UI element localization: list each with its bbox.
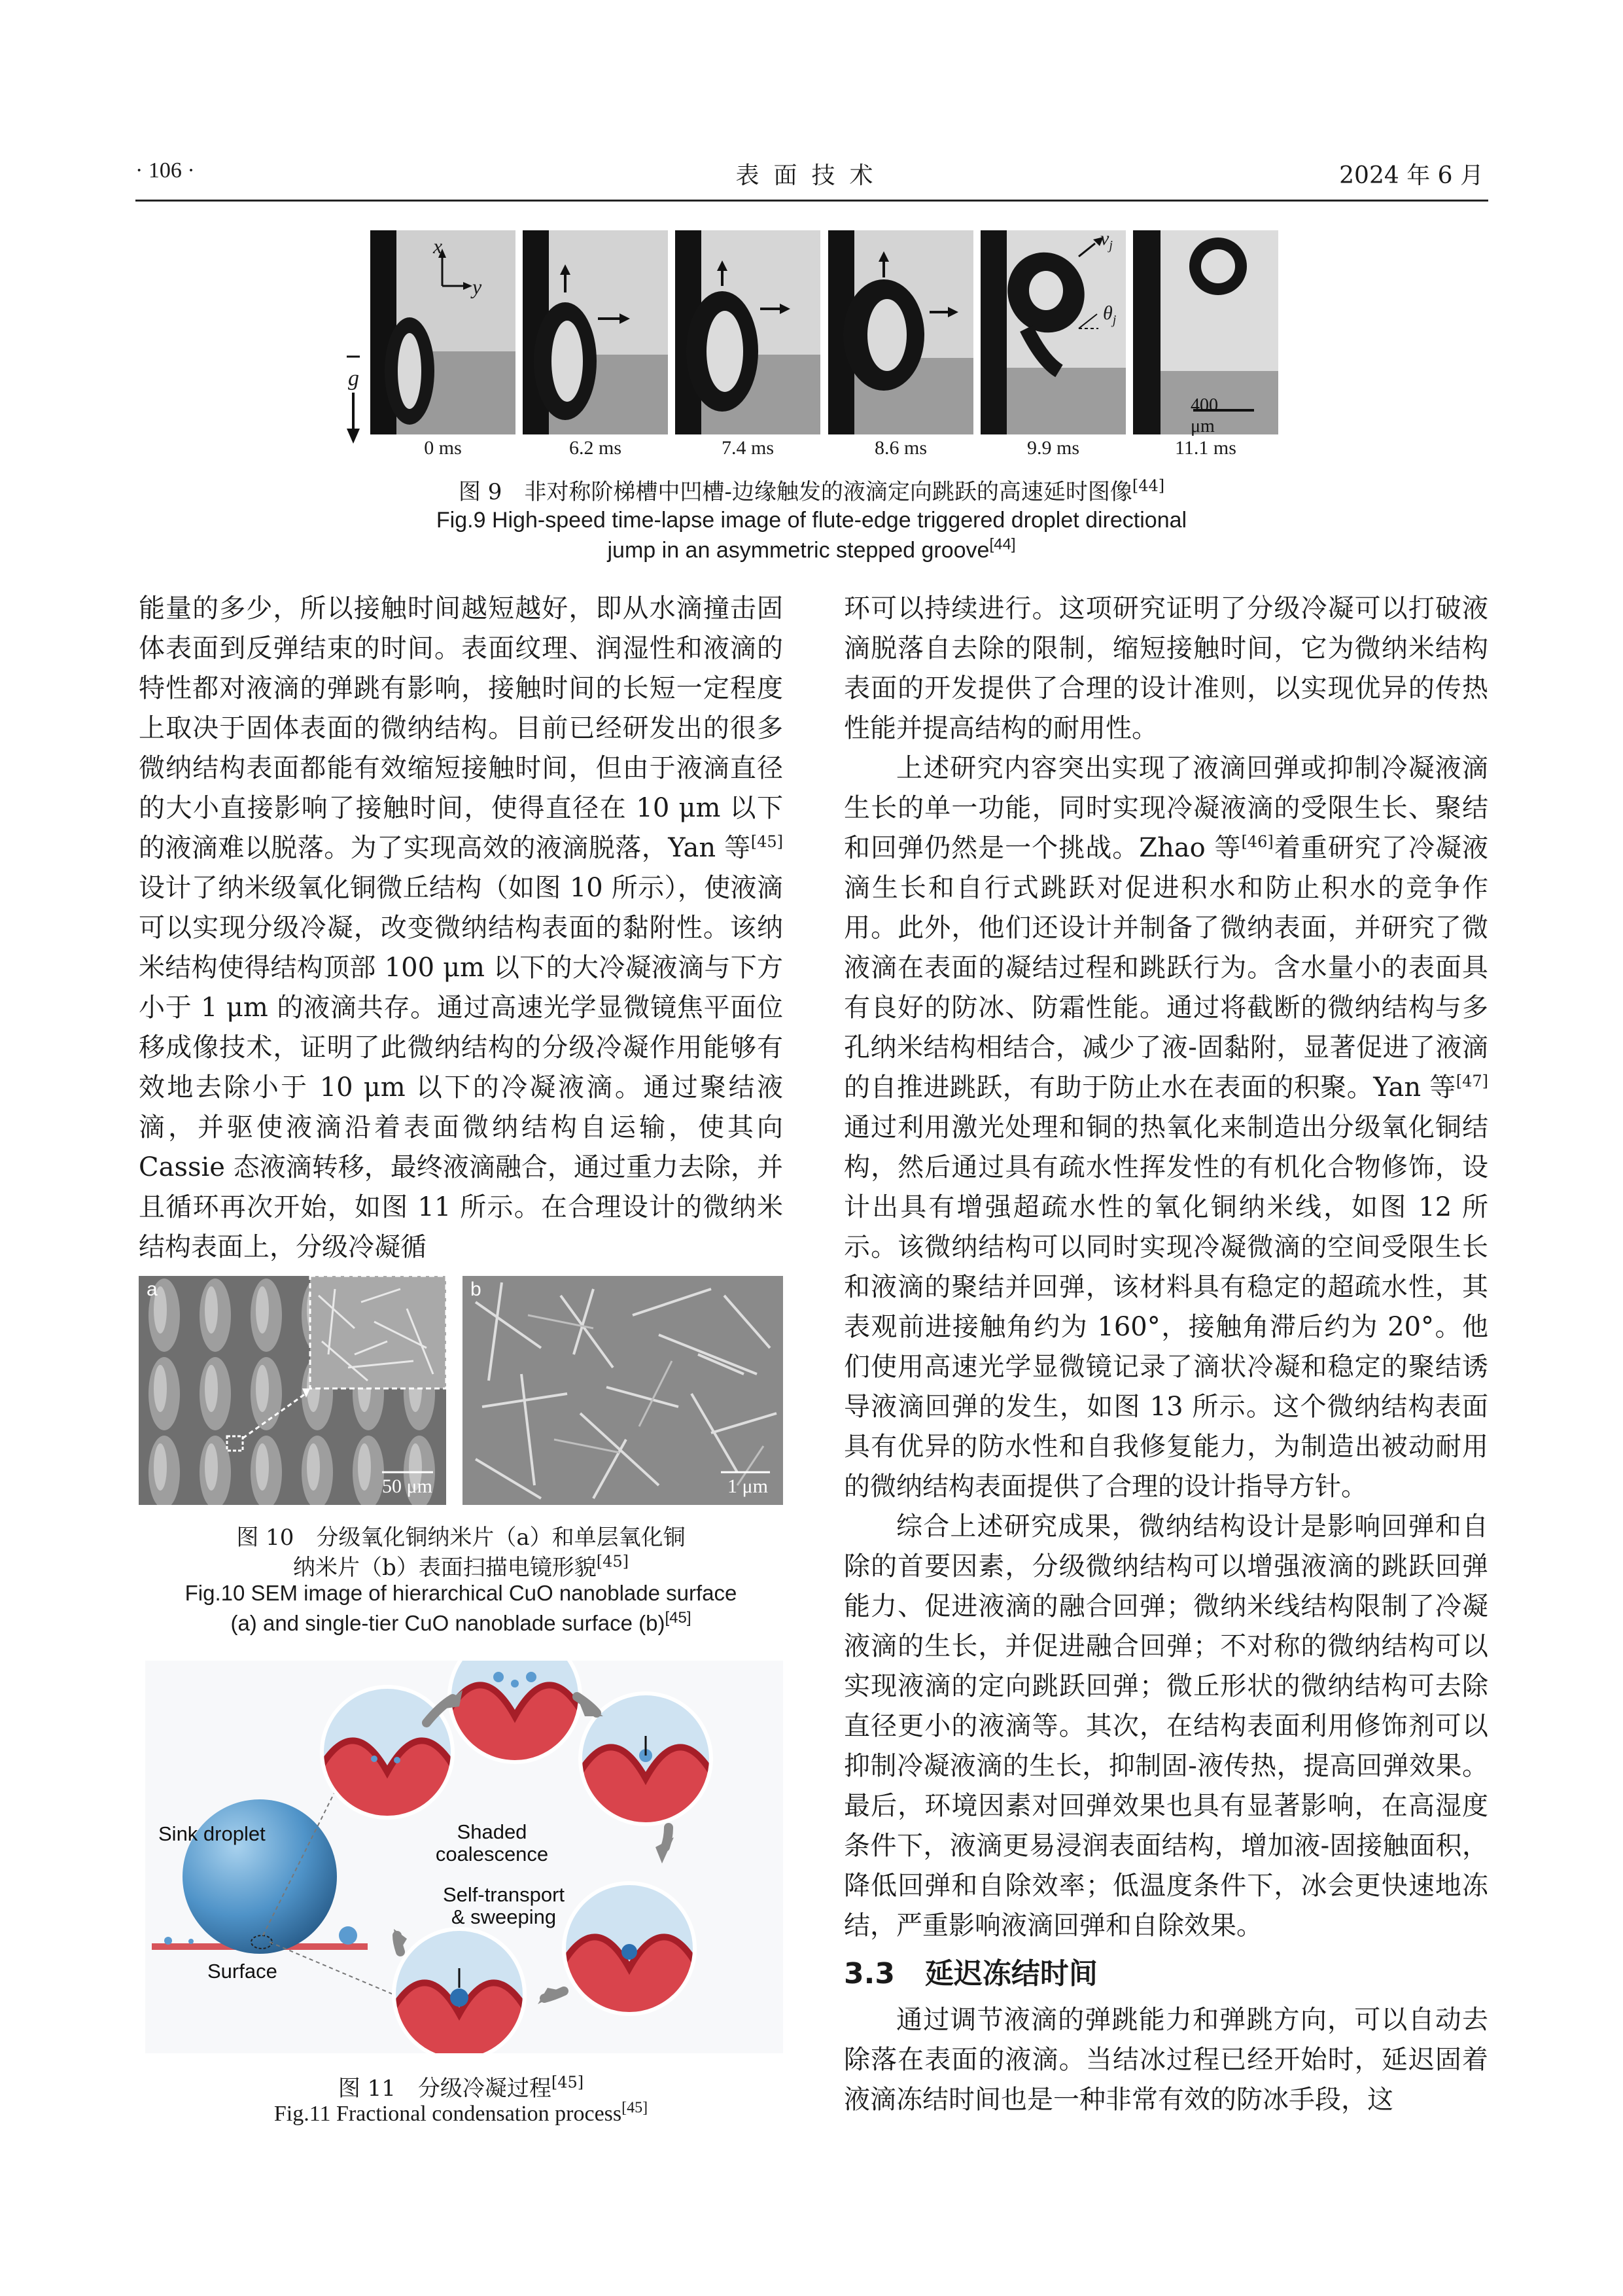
figure-10a-sem-image [139,1276,446,1505]
axis-y-label: y [472,275,482,298]
panel-label-b: b [470,1279,481,1300]
left-column-text [139,589,783,1267]
time-label: 6.2 ms [568,437,621,459]
label-sink-droplet: Sink droplet [158,1822,266,1845]
paragraph: 环可以持续进行。这项研究证明了分级冷凝可以打破液滴脱落自去除的限制，缩短接触时间，它为微纳米结构表面的开发提供了合理的设计准则，以实现优异的传热性能并提高结构的耐用性。 [844,593,1488,743]
paragraph: 综合上述研究成果，微纳结构设计是影响回弹和自除的首要因素，分级微纳结构可以增强液滴的跳跃回弹能力、促进液滴的融合回弹；微纳米线结构限制了冷凝液滴的生长，并促进融合回弹；不对称的微纳结构可以实现液滴的定向跳跃回弹；微丘形状的微纳结构可去除直径更小的液滴等。其次，在结构表面利用修饰剂可以抑制冷凝液滴的生长，抑制固-液传热，提高回弹效果。最后，环境因素对回弹效果也具有显著影响，在高湿度条件下，液滴更易浸润表面结构，增加液-固接触面积，降低回弹和自除效率；低温度条件下，冰会更快速地冻结，严重影响液滴回弹和自除效果。 [844,1511,1488,1941]
figure-10-caption-cn-1: 图 10 分级氧化铜纳米片（a）和单层氧化铜 [236,1525,686,1551]
page-number: · 106 · [135,158,195,183]
gravity-label: g [348,366,359,391]
figure-10-caption-cn-2: 纳米片（b）表面扫描电镜形貌[45] [292,1552,629,1581]
time-label: 9.9 ms [1026,437,1079,459]
angle-label: $\theta_j$ [1103,302,1117,327]
velocity-label: $v_j$ [1100,228,1113,253]
frame-6-2ms [523,230,668,434]
issue-date: 2024 年 6 月 [1339,162,1484,189]
paragraph: 通过调节液滴的弹跳能力和弹跳方向，可以自动去除落在表面的液滴。当结冰过程已经开始时，延迟固着液滴冻结时间也是一种非常有效的防冰手段，这 [844,2005,1488,2115]
scale-bar-50: 50 μm [382,1475,432,1497]
label-self-transport-1: Self-transport [442,1883,565,1906]
section-heading: 3.3 延迟冻结时间 [844,1957,1098,1990]
label-shaded-2: coalescence [435,1843,549,1865]
frame-9-9ms [981,230,1126,434]
time-label: 0 ms [424,437,462,459]
time-label: 8.6 ms [874,437,927,459]
paragraph: 上述研究内容突出实现了液滴回弹或抑制冷凝液滴生长的单一功能，同时实现冷凝液滴的受限生长、聚结和回弹仍然是一个挑战。Zhao 等[46]着重研究了冷凝液滴生长和自行式跳跃对促进积水和防止积水的竞争作用。此外，他们还设计并制备了微纳表面，并研究了微液滴在表面的凝结过程和跳跃行为。含水量小的表面具有良好的防冰、防霜性能。通过将截断的微纳结构与多孔纳米结构相结合，减少了液-固黏附，显著促进了液滴的自推进跳跃，有助于防止水在表面的积聚。Yan 等[47]通过利用激光处理和铜的热氧化来制造出分级氧化铜结构，然后通过具有疏水性挥发性的有机化合物修饰，设计出具有增强超疏水性的氧化铜纳米线，如图 12 所示。该微纳结构可以同时实现冷凝微滴的空间受限生长和液滴的聚结并回弹，该材料具有稳定的超疏水性，其表观前进接触角约为 160°，接触角滞后约为 20°。他们使用高速光学显微镜记录了滴状冷凝和稳定的聚结诱导液滴回弹的发生，如图 13 所示。这个微纳结构表面具有优异的防水性和自我修复能力，为制造出被动耐用的微纳结构表面提供了合理的设计指导方针。 [844,753,1488,1502]
label-surface: Surface [207,1960,277,1983]
axis-x-label: x [433,234,443,258]
figure-10-caption-en-2: (a) and single-tier CuO nanoblade surface (b)[45] [230,1609,691,1635]
time-label: 7.4 ms [721,437,774,459]
right-column-text [844,589,1488,2120]
figure-10b-sem-image [462,1276,783,1505]
label-self-transport-2: & sweeping [451,1905,557,1928]
header-rule [135,200,1488,202]
figure-9-caption-cn: 图 9 非对称阶梯槽中凹槽-边缘触发的液滴定向跳跃的高速延时图像[44] [458,476,1165,505]
frame-8-6ms [828,230,973,434]
paragraph: 能量的多少，所以接触时间越短越好，即从水滴撞击固体表面到反弹结束的时间。表面纹理、润湿性和液滴的特性都对液滴的弹跳有影响，接触时间的长短一定程度上取决于固体表面的微纳结构。目前已经研发出的很多微纳结构表面都能有效缩短接触时间，但由于液滴直径的大小直接影响了接触时间，使得直径在 10 μm 以下的液滴难以脱落。为了实现高效的液滴脱落，Yan 等[45]设计了纳米级氧化铜微丘结构（如图 10 所示），使液滴可以实现分级冷凝，改变微纳结构表面的黏附性。该纳米结构使得结构顶部 100 μm 以下的大冷凝液滴与下方小于 1 μm 的液滴共存。通过高速光学显微镜焦平面位移成像技术，证明了此微纳结构的分级冷凝作用能够有效地去除小于 10 μm 以下的冷凝液滴。通过聚结液滴，并驱使液滴沿着表面微纳结构自运输，使其向 Cassie 态液滴转移，最终液滴融合，通过重力去除，并且循环再次开始，如图 11 所示。在合理设计的微纳米结构表面上，分级冷凝循 [139,593,783,1262]
figure-9-caption-en-2: jump in an asymmetric stepped groove[44] [607,535,1016,563]
figure-10-caption-en-1: Fig.10 SEM image of hierarchical CuO nanoblade surface [184,1581,737,1605]
figure-11-caption-cn: 图 11 分级冷凝过程[45] [338,2073,584,2102]
time-label: 11.1 ms [1175,437,1236,459]
panel-label-a: a [147,1279,158,1300]
frame-7-4ms [675,230,820,434]
figure-11-diagram [145,1661,783,2053]
journal-title: 表面技术 [735,162,888,189]
label-shaded-1: Shaded [457,1820,527,1843]
figure-11-caption-en: Fig.11 Fractional condensation process[45] [273,2099,648,2126]
scale-bar-400: 400 μm [1191,395,1218,436]
figure-9-caption-en-1: Fig.9 High-speed time-lapse image of flute-edge triggered droplet directional [436,508,1187,533]
frame-0ms [370,230,515,434]
scale-bar-1: 1 μm [727,1475,768,1497]
